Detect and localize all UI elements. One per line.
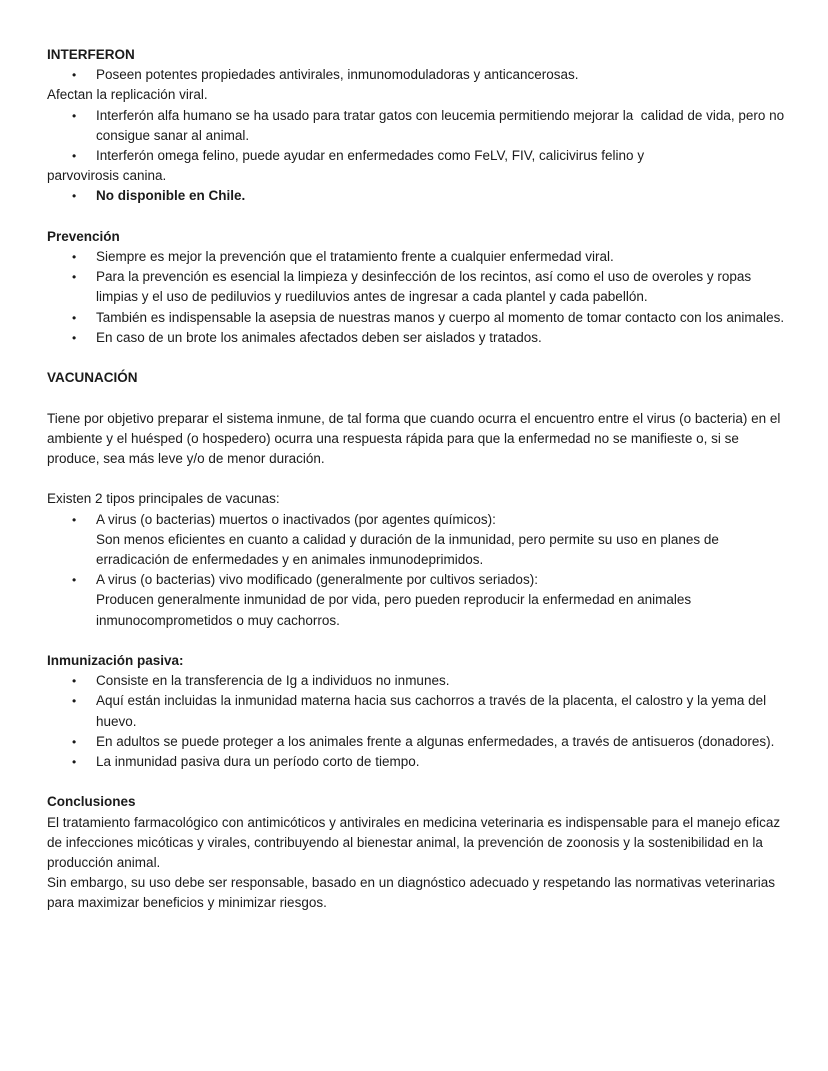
bullet-list-item: [47, 328, 787, 348]
bullet-icon: •: [72, 674, 77, 689]
bullet-icon: •: [72, 330, 77, 345]
section-heading: Inmunización pasiva:: [47, 653, 184, 669]
bullet-text: En caso de un brote los animales afectados deben ser aislados y tratados.: [96, 329, 542, 345]
bullet-list-item: [47, 106, 787, 146]
blank-line: [47, 207, 787, 227]
paragraph: Tiene por objetivo preparar el sistema inmune, de tal forma que cuando ocurra el encuentro entre el virus (o bacteria) en el ambiente y el huésped (o hospedero) ocurra una respuesta rápida para que la enfermedad no se manifieste o, si se produce, sea más leve y/o de menor duración.: [47, 410, 785, 467]
bullet-text: En adultos se puede proteger a los animales frente a algunas enfermedades, a través de antisueros (donadores).: [96, 733, 775, 749]
section-heading: INTERFERON: [47, 47, 135, 62]
bullet-text: Aquí están incluidas la inmunidad materna hacia sus cachorros a través de la placenta, el calostro y la yema del huevo.: [96, 693, 770, 729]
bullet-list-item: [47, 186, 787, 206]
bullet-list-item: [47, 510, 787, 571]
blank-line: [47, 469, 787, 489]
document-page: [47, 45, 787, 914]
bullet-text: También es indispensable la asepsia de nuestras manos y cuerpo al momento de tomar contacto con los animales.: [96, 309, 785, 325]
bullet-text: La inmunidad pasiva dura un período corto de tiempo.: [96, 754, 420, 770]
bullet-text: No disponible en Chile.: [96, 188, 246, 204]
bullet-text: Consiste en la transferencia de Ig a individuos no inmunes.: [96, 673, 450, 689]
bullet-icon: •: [72, 734, 77, 749]
bullet-list-item: [47, 308, 787, 328]
paragraph: Existen 2 tipos principales de vacunas:: [47, 491, 280, 507]
section-heading: VACUNACIÓN: [47, 370, 138, 386]
bullet-icon: •: [72, 149, 77, 164]
paragraph: Sin embargo, su uso debe ser responsable, basado en un diagnóstico adecuado y respetando las normativas veterinarias para maximizar beneficios y minimizar riesgos.: [47, 875, 779, 911]
bullet-list-item: [47, 732, 787, 752]
blank-line: [47, 772, 787, 792]
bullet-list-item: [47, 691, 787, 731]
bullet-icon: •: [72, 573, 77, 588]
section-heading: Conclusiones: [47, 794, 136, 810]
bullet-icon: •: [72, 512, 77, 527]
bullet-text: A virus (o bacterias) vivo modificado (generalmente por cultivos seriados): Producen generalmente inmunidad de por vida, pero pueden reproducir la enfermedad en animales inmunocomprometidos o muy cachorros.: [96, 572, 695, 628]
bullet-list-item: [47, 671, 787, 691]
paragraph: Afectan la replicación viral.: [47, 87, 208, 103]
bullet-icon: •: [72, 270, 77, 285]
blank-line: [47, 631, 787, 651]
bullet-list-item: [47, 146, 787, 166]
bullet-icon: •: [72, 68, 77, 83]
paragraph: El tratamiento farmacológico con antimicóticos y antivirales en medicina veterinaria es indispensable para el manejo eficaz de infecciones micóticas y virales, contribuyendo al bienestar animal, la prevención de zoonosis y la sostenibilidad en la producción animal.: [47, 814, 784, 871]
section-heading: Prevención: [47, 228, 120, 244]
bullet-list-item: [47, 570, 787, 631]
bullet-icon: •: [72, 755, 77, 770]
bullet-icon: •: [72, 694, 77, 709]
bullet-icon: •: [72, 189, 77, 204]
bullet-text: Poseen potentes propiedades antivirales, inmunomoduladoras y anticancerosas.: [96, 67, 579, 83]
bullet-text: Para la prevención es esencial la limpieza y desinfección de los recintos, así como el uso de overoles y ropas limpias y el uso de pediluvios y ruediluvios antes de ingresar a cada plantel y cada pabellón.: [96, 269, 755, 305]
bullet-text: Interferón alfa humano se ha usado para tratar gatos con leucemia permitiendo mejorar la calidad de vida, pero no consigue sanar al animal.: [96, 107, 788, 143]
bullet-icon: •: [72, 108, 77, 123]
bullet-icon: •: [72, 310, 77, 325]
bullet-text: Interferón omega felino, puede ayudar en enfermedades como FeLV, FIV, calicivirus felino y: [96, 148, 645, 164]
bullet-text: A virus (o bacterias) muertos o inactivados (por agentes químicos): Son menos eficientes en cuanto a calidad y duración de la inmunidad, pero permite su uso en planes de erradicación de enfermedades y en animales inmunodeprimidos.: [96, 511, 723, 568]
bullet-list-item: [47, 267, 787, 307]
blank-line: [47, 388, 787, 408]
bullet-list-item: [47, 247, 787, 267]
bullet-text: Siempre es mejor la prevención que el tratamiento frente a cualquier enfermedad viral.: [96, 249, 614, 265]
paragraph: parvovirosis canina.: [47, 168, 167, 184]
bullet-list-item: [47, 65, 787, 85]
blank-line: [47, 348, 787, 368]
bullet-icon: •: [72, 250, 77, 265]
bullet-list-item: [47, 752, 787, 772]
